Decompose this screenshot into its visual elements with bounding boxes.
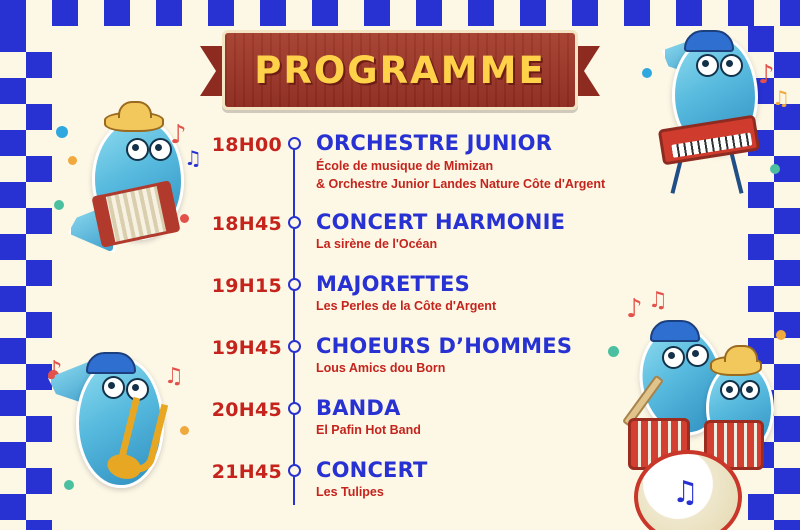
music-note-icon: ♪	[170, 120, 187, 150]
timeline-marker	[282, 273, 306, 291]
programme-subtitle-line2: & Orchestre Junior Landes Nature Côte d'Argent	[316, 177, 606, 192]
fish-playing-accordion	[52, 92, 202, 252]
fish-eye	[720, 380, 740, 400]
programme-entry	[306, 273, 660, 315]
timeline-dot-icon	[288, 464, 301, 477]
timeline-marker	[282, 459, 306, 477]
splash-dot	[180, 214, 189, 223]
programme-entry	[306, 459, 660, 501]
fish-eye	[102, 376, 125, 399]
cap-icon	[684, 30, 734, 52]
timeline-dot-icon	[288, 402, 301, 415]
splash-dot	[64, 480, 74, 490]
programme-subtitle-line1: Les Perles de la Côte d'Argent	[316, 299, 497, 314]
timeline-axis	[293, 146, 295, 505]
timeline-marker	[282, 132, 306, 150]
programme-row	[190, 397, 660, 441]
banner-title: PROGRAMME	[254, 48, 546, 92]
programme-entry	[306, 335, 660, 377]
fish-eye	[686, 344, 709, 367]
music-note-icon: ♪	[626, 294, 643, 324]
programme-time: 18H45	[211, 212, 282, 235]
programme-title: ORCHESTRE JUNIOR	[316, 131, 553, 155]
fish-eye	[696, 54, 719, 77]
straw-hat-icon	[104, 112, 164, 132]
splash-dot	[770, 164, 780, 174]
music-note-icon: ♫	[672, 475, 699, 510]
programme-subtitle-line1: Lous Amics dou Born	[316, 361, 446, 376]
keyboard-icon	[658, 115, 760, 166]
splash-dot	[56, 126, 68, 138]
timeline-marker	[282, 397, 306, 415]
splash-dot	[180, 426, 189, 435]
programme-row	[190, 132, 660, 193]
programme-time: 20H45	[211, 398, 282, 421]
fish-eye	[740, 380, 760, 400]
music-note-icon: ♫	[184, 146, 202, 170]
programme-title: CONCERT HARMONIE	[316, 209, 566, 234]
fish-eye	[126, 138, 149, 161]
programme-entry	[306, 211, 660, 253]
fish-eye	[149, 138, 172, 161]
programme-time: 19H15	[211, 274, 282, 297]
programme-time: 21H45	[211, 460, 282, 483]
timeline-marker	[282, 211, 306, 229]
timeline-dot-icon	[288, 278, 301, 291]
music-note-icon: ♪	[46, 356, 63, 386]
programme-subtitle-line1: Les Tulipes	[316, 485, 384, 500]
cap-icon	[86, 352, 136, 374]
programme-list	[190, 132, 660, 521]
programme-time: 18H00	[211, 134, 282, 156]
programme-row	[190, 211, 660, 255]
programme-title: CHOEURS D’HOMMES	[316, 333, 573, 358]
music-note-icon: ♫	[164, 364, 184, 389]
music-note-icon: ♫	[772, 86, 790, 110]
keyboard-stand-leg	[728, 148, 743, 194]
splash-dot	[642, 68, 652, 78]
programme-title: CONCERT	[316, 457, 428, 482]
splash-dot	[776, 330, 786, 340]
timeline-dot-icon	[288, 137, 301, 150]
programme-entry	[306, 397, 660, 439]
programme-subtitle-line1: École de musique de Mimizan	[316, 158, 494, 173]
splash-dot	[54, 200, 64, 210]
fish-eye	[662, 346, 685, 369]
programme-title: MAJORETTES	[316, 271, 470, 296]
programme-row	[190, 273, 660, 317]
programme-subtitle-line1: El Pafin Hot Band	[316, 423, 421, 438]
fish-eye	[720, 54, 743, 77]
banner-plank	[222, 30, 578, 110]
programme-row	[190, 459, 660, 503]
straw-hat-icon	[710, 356, 762, 376]
programme-title: BANDA	[316, 395, 401, 420]
programme-entry	[306, 132, 660, 193]
programme-time: 19H45	[211, 336, 282, 359]
splash-dot	[68, 156, 77, 165]
programme-row	[190, 335, 660, 379]
fish-playing-saxophone	[40, 330, 200, 510]
music-note-icon: ♪	[758, 60, 775, 90]
music-note-icon: ♫	[648, 288, 668, 313]
programme-banner	[200, 22, 600, 114]
timeline-marker	[282, 335, 306, 353]
timeline-dot-icon	[288, 216, 301, 229]
timeline-dot-icon	[288, 340, 301, 353]
programme-subtitle-line1: La sirène de l'Océan	[316, 237, 438, 252]
